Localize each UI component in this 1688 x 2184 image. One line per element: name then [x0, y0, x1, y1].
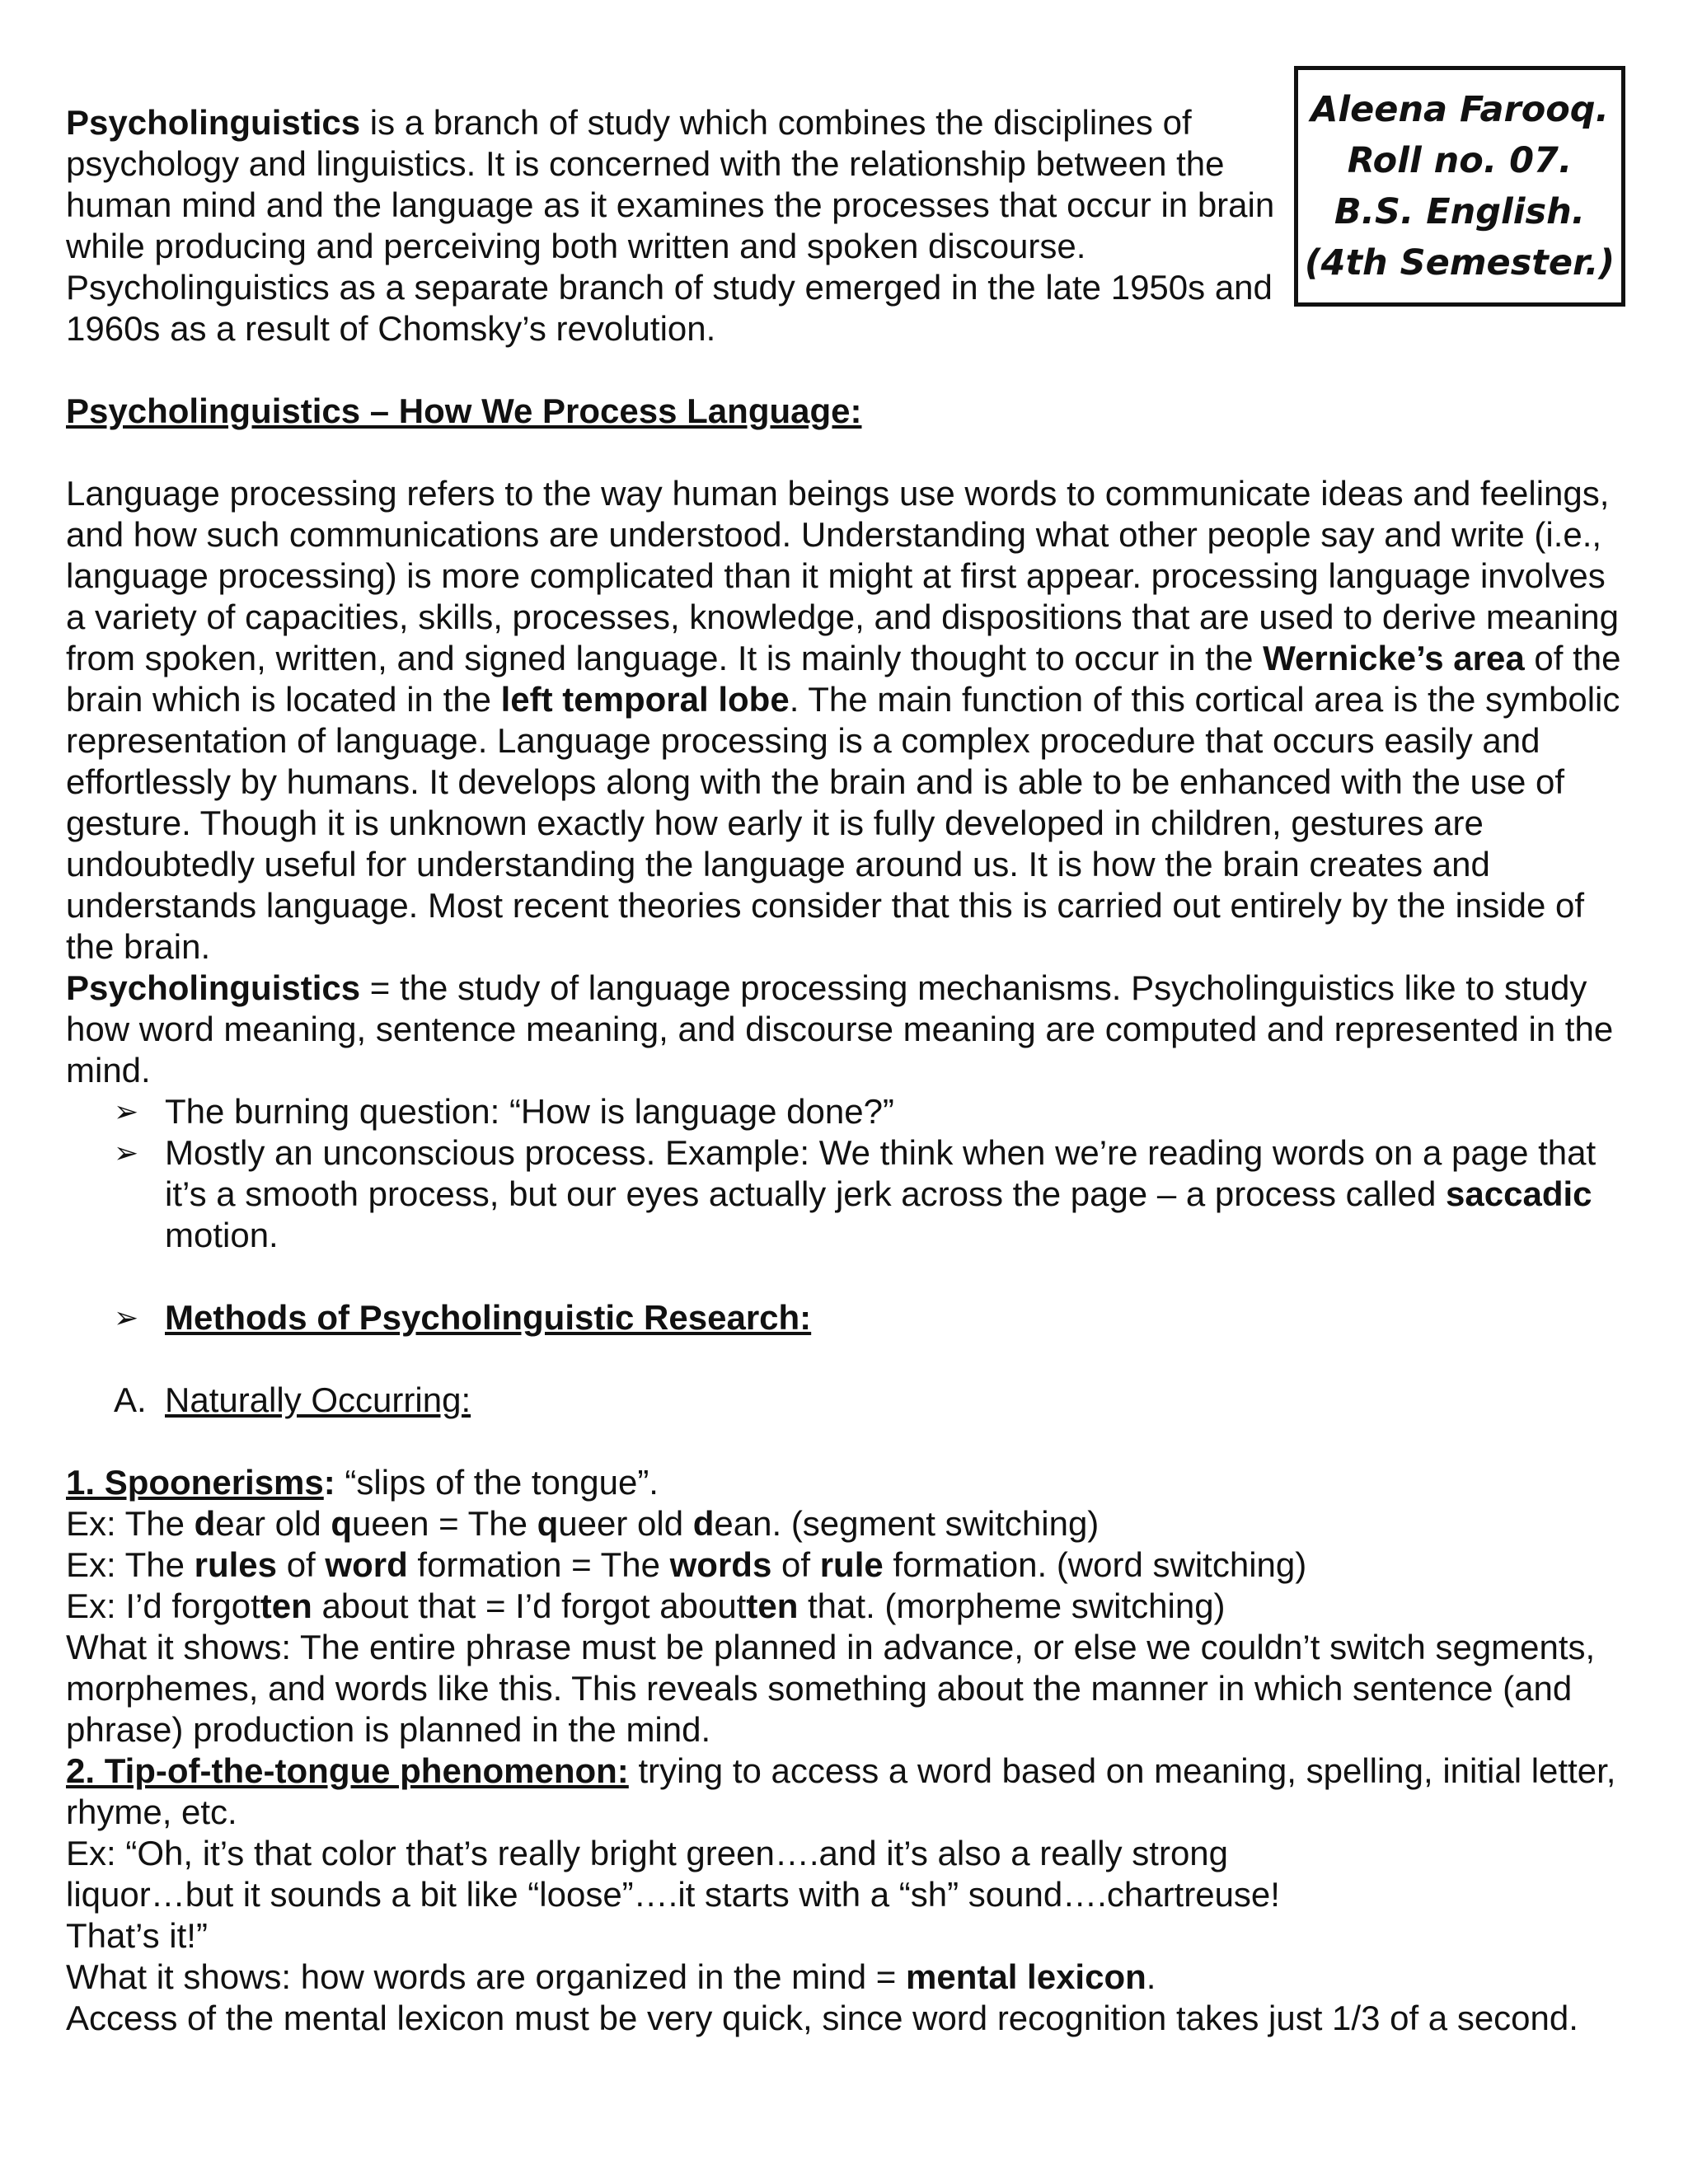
- intro-term: Psycholinguistics: [66, 103, 361, 142]
- left-temporal-lobe: left temporal lobe: [500, 680, 790, 719]
- methods-heading: Methods of Psycholinguistic Research:: [165, 1298, 812, 1337]
- mental-lexicon: mental lexicon: [906, 1957, 1146, 1996]
- processing-paragraph: Language processing refers to the way human beings use words to communicate ideas and feelings, and how such communications are understood. Understanding what other people say and write (i.e., language processing) is more complicated than it might at first appear. processing language involves a variety of capacities, skills, processes, knowledge, and dispositions that are used to derive meaning from spoken, written, and signed language. It is mainly thought to occur in the Wernicke’s area of the brain which is located in the left temporal lobe. The main function of this cortical area is the symbolic representation of language. Language processing is a complex procedure that occurs easily and effortlessly by humans. It develops along with the brain and is able to be enhanced with the use of gesture. Though it is unknown exactly how early it is fully developed in children, gestures are undoubtedly useful for understanding the language around us. It is how the brain creates and understands language. Most recent theories consider that this is carried out entirely by the inside of the brain.: [66, 474, 1621, 966]
- bullet-list: [66, 1091, 1632, 1256]
- tot-shows: What it shows: how words are organized in the mind = mental lexicon.: [66, 1957, 1156, 1996]
- arrowhead-bullet-icon: ➢: [114, 1094, 139, 1128]
- tot-access: Access of the mental lexicon must be very quick, since word recognition takes just 1/3 of a second.: [66, 1999, 1578, 2037]
- document-body: [66, 102, 1632, 2039]
- saccadic-term: saccadic: [1446, 1174, 1592, 1213]
- list-item: [66, 1297, 1632, 1338]
- example-line: Ex: The rules of word formation = The words of rule formation. (word switching): [66, 1545, 1307, 1584]
- example-line: Ex: I’d forgotten about that = I’d forgot aboutten that. (morpheme switching): [66, 1586, 1226, 1625]
- definition-term: Psycholinguistics: [66, 968, 361, 1007]
- tot-title: 2. Tip-of-the-tongue phenomenon:: [66, 1751, 629, 1790]
- intro-text: is a branch of study which combines the disciplines of psychology and linguistics. It is concerned with the relationship between the human mind and the language as it examines the processes that occur in brain while producing and perceiving both written and spoken discourse. Psycholinguistics as a separate branch of study emerged in the late 1950s and 1960s as a result of Chomsky’s revolution.: [66, 103, 1275, 348]
- example-line: Ex: “Oh, it’s that color that’s really bright green….and it’s also a really strong: [66, 1834, 1229, 1872]
- section-heading: Psycholinguistics – How We Process Language:: [66, 391, 862, 430]
- wernicke-area: Wernicke’s area: [1263, 639, 1525, 677]
- definition-paragraph: Psycholinguistics = the study of language processing mechanisms. Psycholinguistics like to study how word meaning, sentence meaning, and discourse meaning are computed and represented in the mind.: [66, 968, 1614, 1090]
- arrowhead-bullet-icon: ➢: [114, 1301, 139, 1334]
- lettered-item: [66, 1380, 1632, 1421]
- semester: (4th Semester.): [1304, 242, 1615, 284]
- example-line: Ex: The dear old queen = The queer old dean. (segment switching): [66, 1504, 1100, 1543]
- intro-paragraph: [66, 102, 1278, 349]
- arrowhead-bullet-icon: ➢: [114, 1136, 139, 1169]
- tot-title-line: 2. Tip-of-the-tongue phenomenon: trying to access a word based on meaning, spelling, initial letter, rhyme, etc.: [66, 1751, 1616, 1831]
- spoonerisms-title-line: 1. Spoonerisms: “slips of the tongue”.: [66, 1463, 659, 1502]
- student-name: Aleena Farooq.: [1311, 89, 1609, 130]
- example-line: That’s it!”: [66, 1916, 208, 1955]
- methods-list: [66, 1297, 1632, 1338]
- spoonerisms-title: 1. Spoonerisms: [66, 1463, 324, 1502]
- spoonerisms-shows: What it shows: The entire phrase must be planned in advance, or else we couldn’t switch segments, morphemes, and words like this. This reveals something about the manner in which sentence (and phrase) production is planned in the mind.: [66, 1628, 1596, 1749]
- example-line: liquor…but it sounds a bit like “loose”….it starts with a “sh” sound….chartreuse!: [66, 1875, 1280, 1914]
- list-item: ➢ Mostly an unconscious process. Example: We think when we’re reading words on a page that it’s a smooth process, but our eyes actually jerk across the page – a process called saccadic motion.: [114, 1133, 1597, 1254]
- list-letter: A.: [114, 1380, 147, 1419]
- roll-number: Roll no. 07.: [1347, 140, 1573, 181]
- naturally-occurring: Naturally Occurring:: [165, 1380, 471, 1419]
- program: B.S. English.: [1334, 191, 1586, 232]
- list-item: ➢ The burning question: “How is language done?”: [114, 1092, 894, 1131]
